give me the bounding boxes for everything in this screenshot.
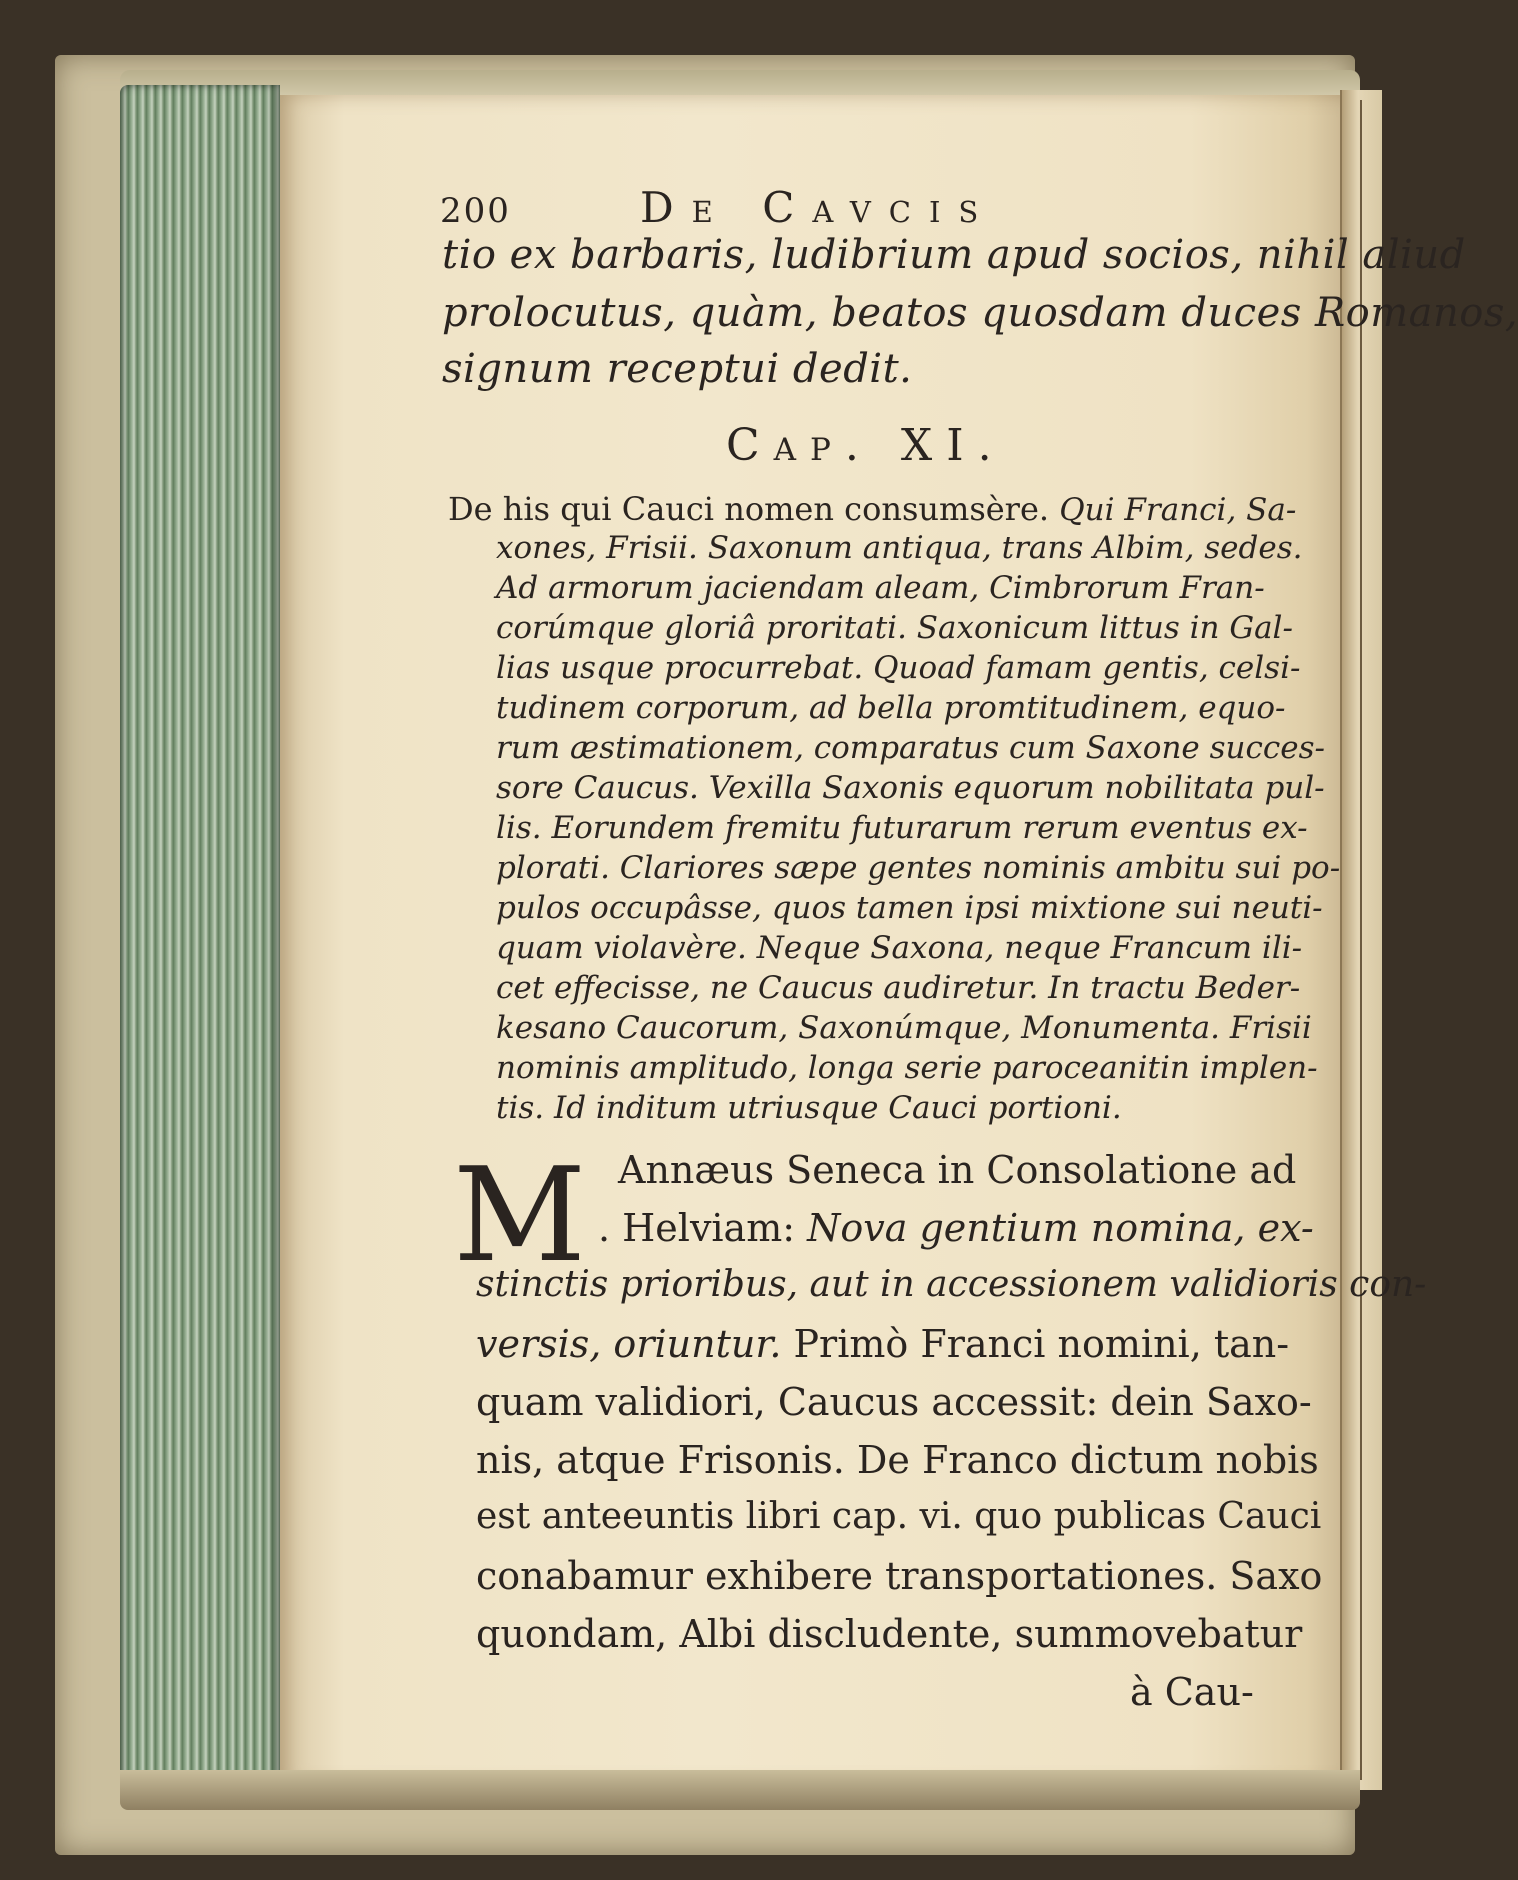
summary-line: kesano Caucorum, Saxonúmque, Monumenta. Frisii — [496, 1010, 1312, 1046]
body-italic: versis, oriuntur. — [476, 1322, 782, 1366]
running-head — [440, 183, 1080, 231]
body-italic: stinctis prioribus, aut in accessionem validioris con- — [476, 1264, 1427, 1305]
text-line: signum receptui dedit. — [442, 346, 913, 392]
body-italic: Nova gentium nomina, ex- — [795, 1206, 1314, 1250]
body-line: quondam, Albi discludente, summovebatur — [476, 1612, 1303, 1656]
summary-line-first — [448, 490, 1296, 528]
page-bottom-edge — [120, 1770, 1360, 1810]
summary-line: tis. Id inditum utriusque Cauci portioni. — [496, 1090, 1122, 1126]
body-line — [598, 1206, 1314, 1250]
binding-thread — [1360, 100, 1362, 1780]
body-line: quam validiori, Caucus accessit: dein Saxo- — [476, 1380, 1312, 1424]
body-roman: Annæus Seneca in Consolatione ad — [618, 1148, 1297, 1192]
summary-line: tudinem corporum, ad bella promtitudinem, equo- — [496, 690, 1286, 726]
summary-line: lias usque procurrebat. Quoad famam gentis, celsi- — [496, 650, 1301, 686]
summary-line: sore Caucus. Vexilla Saxonis equorum nobilitata pul- — [496, 770, 1325, 806]
summary-line: pulos occupâsse, quos tamen ipsi mixtione sui neuti- — [496, 890, 1323, 926]
running-title: De Cavcis — [640, 183, 997, 232]
body-line: nis, atque Frisonis. De Franco dictum nobis — [476, 1438, 1319, 1482]
summary-line: rum æstimationem, comparatus cum Saxone succes- — [496, 730, 1325, 766]
summary-line: plorati. Clariores sæpe gentes nominis ambitu sui po- — [496, 850, 1341, 886]
chapter-heading: Cap. XI. — [726, 420, 1006, 471]
body-roman: . Helviam: — [598, 1206, 796, 1250]
summary-line: cet effecisse, ne Caucus audiretur. In tractu Beder- — [496, 970, 1301, 1006]
summary-line: lis. Eorundem fremitu futurarum rerum eventus ex- — [496, 810, 1308, 846]
summary-line: quam violavère. Neque Saxona, neque Francum ili- — [496, 930, 1303, 966]
catchword: à Cau- — [1130, 1670, 1254, 1714]
body-line — [476, 1322, 1289, 1366]
page-number: 200 — [440, 191, 511, 231]
text-line: prolocutus, quàm, beatos quosdam duces Romanos, — [442, 290, 1518, 336]
text-line: tio ex barbaris, ludibrium apud socios, nihil aliud — [442, 232, 1466, 278]
body-line: conabamur exhibere transportationes. Saxo — [476, 1554, 1323, 1598]
body-line — [618, 1148, 1296, 1192]
body-line — [476, 1264, 1426, 1305]
summary-first-roman: De his qui Cauci nomen consumsère. — [448, 490, 1050, 528]
summary-first-italic: Qui Franci, Sa- — [1059, 492, 1297, 528]
summary-line: Ad armorum jaciendam aleam, Cimbrorum Fran- — [496, 570, 1265, 606]
summary-line: xones, Frisii. Saxonum antiqua, trans Albim, sedes. — [496, 530, 1303, 566]
body-line: est anteeuntis libri cap. vi. quo publicas Cauci — [476, 1496, 1322, 1537]
summary-line: corúmque gloriâ proritati. Saxonicum littus in Gal- — [496, 610, 1293, 646]
drop-cap: M — [453, 1139, 587, 1291]
body-roman: Primò Franci nomini, tan- — [781, 1322, 1290, 1366]
fore-edge-green — [120, 85, 280, 1785]
summary-line: nominis amplitudo, longa serie paroceanitin implen- — [496, 1050, 1318, 1086]
